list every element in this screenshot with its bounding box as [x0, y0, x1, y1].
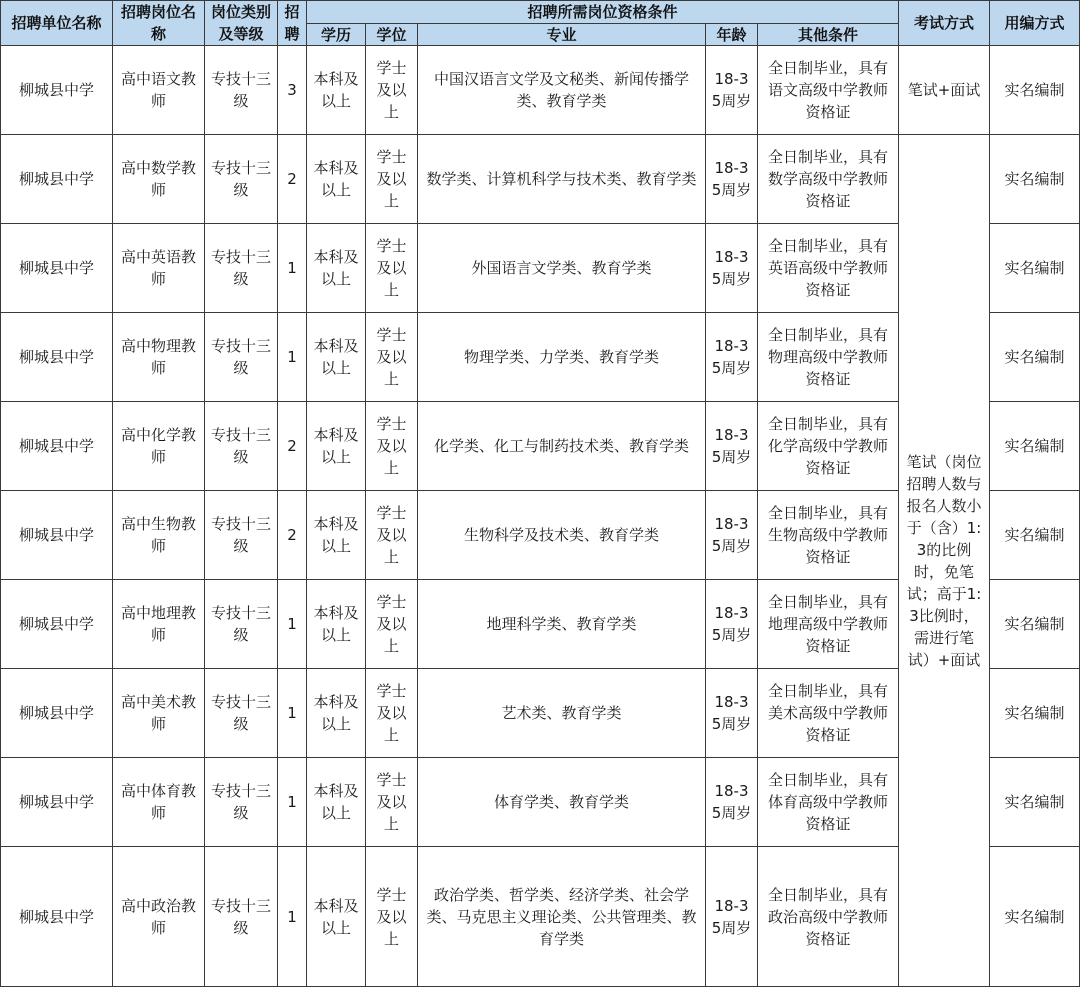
- cell-count: 2: [278, 402, 307, 491]
- cell-unit: 柳城县中学: [1, 758, 113, 847]
- cell-unit: 柳城县中学: [1, 580, 113, 669]
- cell-count: 1: [278, 669, 307, 758]
- cell-major: 物理学类、力学类、教育学类: [418, 313, 706, 402]
- cell-position: 高中政治教师: [113, 847, 205, 987]
- cell-degree: 学士及以上: [366, 224, 418, 313]
- cell-category: 专技十三级: [205, 491, 278, 580]
- cell-education: 本科及以上: [307, 46, 366, 135]
- cell-degree: 学士及以上: [366, 580, 418, 669]
- cell-other: 全日制毕业，具有政治高级中学教师资格证: [758, 847, 899, 987]
- cell-age: 18-35周岁: [706, 491, 758, 580]
- cell-staffing: 实名编制: [990, 46, 1080, 135]
- cell-count: 2: [278, 491, 307, 580]
- cell-age: 18-35周岁: [706, 580, 758, 669]
- cell-major: 体育学类、教育学类: [418, 758, 706, 847]
- cell-major: 中国汉语言文学及文秘类、新闻传播学类、教育学类: [418, 46, 706, 135]
- cell-category: 专技十三级: [205, 847, 278, 987]
- cell-position: 高中数学教师: [113, 135, 205, 224]
- cell-age: 18-35周岁: [706, 135, 758, 224]
- cell-degree: 学士及以上: [366, 46, 418, 135]
- cell-major: 化学类、化工与制药技术类、教育学类: [418, 402, 706, 491]
- cell-position: 高中美术教师: [113, 669, 205, 758]
- cell-position: 高中地理教师: [113, 580, 205, 669]
- header-requirements: 招聘所需岗位资格条件: [307, 1, 899, 24]
- cell-degree: 学士及以上: [366, 402, 418, 491]
- header-position: 招聘岗位名称: [113, 1, 205, 46]
- cell-staffing: 实名编制: [990, 758, 1080, 847]
- cell-education: 本科及以上: [307, 491, 366, 580]
- cell-category: 专技十三级: [205, 313, 278, 402]
- cell-education: 本科及以上: [307, 402, 366, 491]
- cell-category: 专技十三级: [205, 669, 278, 758]
- cell-category: 专技十三级: [205, 135, 278, 224]
- cell-education: 本科及以上: [307, 313, 366, 402]
- header-staffing: 用编方式: [990, 1, 1080, 46]
- cell-other: 全日制毕业，具有体育高级中学教师资格证: [758, 758, 899, 847]
- cell-exam: 笔试+面试: [899, 46, 990, 135]
- cell-age: 18-35周岁: [706, 758, 758, 847]
- cell-age: 18-35周岁: [706, 847, 758, 987]
- cell-unit: 柳城县中学: [1, 669, 113, 758]
- cell-position: 高中英语教师: [113, 224, 205, 313]
- header-degree: 学位: [366, 24, 418, 46]
- cell-unit: 柳城县中学: [1, 224, 113, 313]
- cell-count: 1: [278, 758, 307, 847]
- cell-education: 本科及以上: [307, 224, 366, 313]
- cell-category: 专技十三级: [205, 224, 278, 313]
- cell-staffing: 实名编制: [990, 580, 1080, 669]
- cell-degree: 学士及以上: [366, 847, 418, 987]
- cell-category: 专技十三级: [205, 46, 278, 135]
- cell-age: 18-35周岁: [706, 669, 758, 758]
- cell-major: 生物科学及技术类、教育学类: [418, 491, 706, 580]
- cell-count: 1: [278, 313, 307, 402]
- cell-staffing: 实名编制: [990, 847, 1080, 987]
- cell-count: 1: [278, 580, 307, 669]
- cell-unit: 柳城县中学: [1, 402, 113, 491]
- cell-major: 地理科学类、教育学类: [418, 580, 706, 669]
- cell-other: 全日制毕业，具有语文高级中学教师资格证: [758, 46, 899, 135]
- table-header: [1, 1, 1080, 46]
- cell-education: 本科及以上: [307, 669, 366, 758]
- header-major: 专业: [418, 24, 706, 46]
- cell-position: 高中物理教师: [113, 313, 205, 402]
- cell-degree: 学士及以上: [366, 135, 418, 224]
- cell-other: 全日制毕业，具有化学高级中学教师资格证: [758, 402, 899, 491]
- header-count: 招聘: [278, 1, 307, 46]
- cell-position: 高中生物教师: [113, 491, 205, 580]
- cell-degree: 学士及以上: [366, 669, 418, 758]
- cell-age: 18-35周岁: [706, 46, 758, 135]
- cell-other: 全日制毕业，具有地理高级中学教师资格证: [758, 580, 899, 669]
- cell-staffing: 实名编制: [990, 491, 1080, 580]
- cell-other: 全日制毕业，具有美术高级中学教师资格证: [758, 669, 899, 758]
- table-body: [1, 46, 1080, 987]
- cell-age: 18-35周岁: [706, 224, 758, 313]
- cell-degree: 学士及以上: [366, 491, 418, 580]
- header-other: 其他条件: [758, 24, 899, 46]
- cell-position: 高中化学教师: [113, 402, 205, 491]
- cell-category: 专技十三级: [205, 758, 278, 847]
- header-unit: 招聘单位名称: [1, 1, 113, 46]
- table-row: [1, 135, 1080, 224]
- cell-count: 1: [278, 847, 307, 987]
- cell-other: 全日制毕业，具有生物高级中学教师资格证: [758, 491, 899, 580]
- cell-category: 专技十三级: [205, 402, 278, 491]
- cell-staffing: 实名编制: [990, 402, 1080, 491]
- cell-education: 本科及以上: [307, 135, 366, 224]
- cell-education: 本科及以上: [307, 580, 366, 669]
- cell-position: 高中语文教师: [113, 46, 205, 135]
- header-education: 学历: [307, 24, 366, 46]
- cell-unit: 柳城县中学: [1, 313, 113, 402]
- cell-age: 18-35周岁: [706, 313, 758, 402]
- cell-staffing: 实名编制: [990, 224, 1080, 313]
- cell-unit: 柳城县中学: [1, 847, 113, 987]
- cell-major: 政治学类、哲学类、经济学类、社会学类、马克思主义理论类、公共管理类、教育学类: [418, 847, 706, 987]
- table-row: [1, 46, 1080, 135]
- cell-other: 全日制毕业，具有英语高级中学教师资格证: [758, 224, 899, 313]
- cell-education: 本科及以上: [307, 758, 366, 847]
- cell-unit: 柳城县中学: [1, 491, 113, 580]
- cell-age: 18-35周岁: [706, 402, 758, 491]
- header-category: 岗位类别及等级: [205, 1, 278, 46]
- cell-major: 外国语言文学类、教育学类: [418, 224, 706, 313]
- header-age: 年龄: [706, 24, 758, 46]
- cell-other: 全日制毕业，具有数学高级中学教师资格证: [758, 135, 899, 224]
- cell-count: 2: [278, 135, 307, 224]
- cell-staffing: 实名编制: [990, 135, 1080, 224]
- cell-major: 艺术类、教育学类: [418, 669, 706, 758]
- cell-unit: 柳城县中学: [1, 135, 113, 224]
- cell-position: 高中体育教师: [113, 758, 205, 847]
- cell-category: 专技十三级: [205, 580, 278, 669]
- cell-exam-merged: 笔试（岗位招聘人数与报名人数小于（含）1:3的比例时，免笔试；高于1:3比例时，需进行笔试）+面试: [899, 135, 990, 987]
- cell-education: 本科及以上: [307, 847, 366, 987]
- cell-staffing: 实名编制: [990, 313, 1080, 402]
- cell-major: 数学类、计算机科学与技术类、教育学类: [418, 135, 706, 224]
- cell-other: 全日制毕业，具有物理高级中学教师资格证: [758, 313, 899, 402]
- cell-degree: 学士及以上: [366, 758, 418, 847]
- header-exam: 考试方式: [899, 1, 990, 46]
- cell-count: 3: [278, 46, 307, 135]
- cell-degree: 学士及以上: [366, 313, 418, 402]
- cell-count: 1: [278, 224, 307, 313]
- cell-unit: 柳城县中学: [1, 46, 113, 135]
- cell-staffing: 实名编制: [990, 669, 1080, 758]
